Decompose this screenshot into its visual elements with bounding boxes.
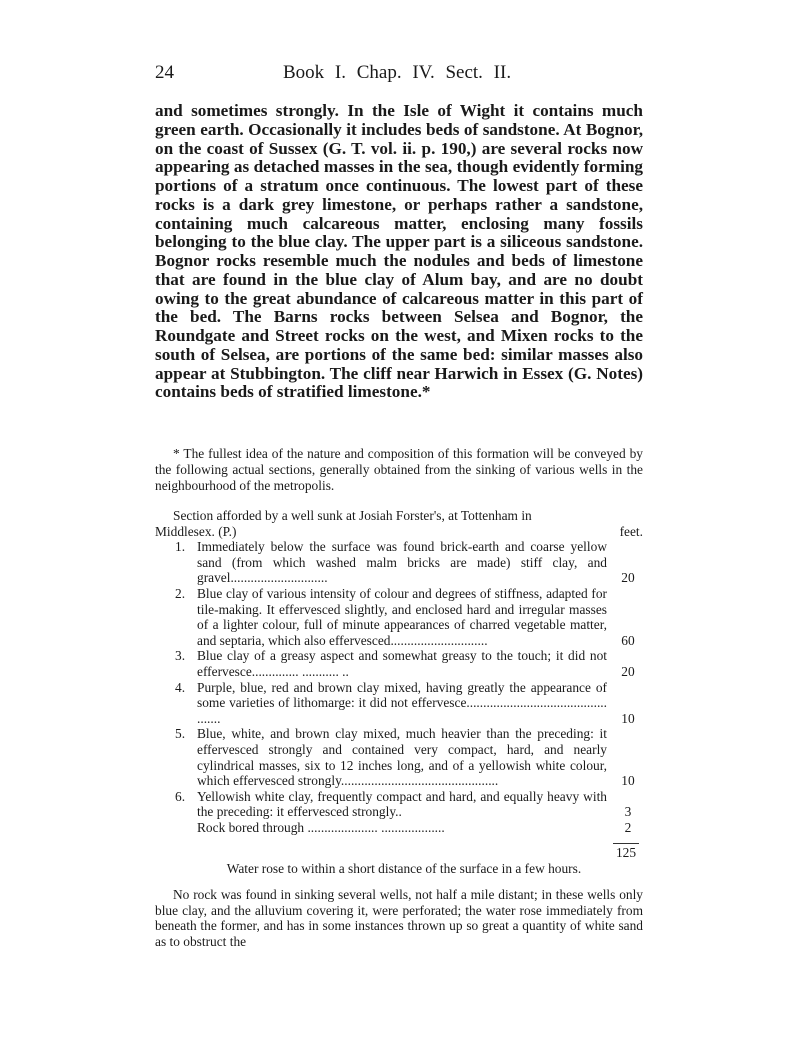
row-number: 6. — [175, 788, 186, 804]
table-row — [155, 539, 643, 586]
rock-description: Rock bored through ..................... ................... — [197, 819, 445, 835]
total-value: 125 — [615, 845, 637, 861]
row-number: 5. — [175, 726, 186, 742]
sum-block — [155, 835, 643, 861]
row-description: Immediately below the surface was found brick-earth and coarse yellow sand (from which washed malm bricks are made) stiff clay, and gravel............................. — [197, 539, 607, 586]
footnote-intro-text: * The fullest idea of the nature and composition of this formation will be conveyed by the following actual sections, generally obtained from the sinking of various wells in the neighbourhood of the metropolis. — [155, 446, 643, 493]
main-text-block — [155, 102, 643, 402]
table-row — [155, 680, 643, 727]
row-value: 60 — [621, 632, 635, 648]
row-value: 20 — [621, 663, 635, 679]
well-section-table — [155, 508, 643, 949]
row-number: 2. — [175, 585, 186, 601]
section-caption-row — [155, 524, 643, 540]
water-note: Water rose to within a short distance of the surface in a few hours. — [226, 861, 582, 877]
closing-paragraph: No rock was found in sinking several wells, not half a mile distant; in these wells only blue clay, and the alluvium covering it, were perforated; the water rose immediately from beneath the former, and has in some instances thrown up so great a quantity of white sand as to obstruct the — [155, 887, 643, 949]
row-number: 3. — [175, 648, 186, 664]
row-value: 3 — [624, 804, 632, 820]
row-value: 10 — [621, 710, 635, 726]
main-paragraph: and sometimes strongly. In the Isle of Wight it contains much green earth. Occasionally it includes beds of sandstone. At Bognor, on the coast of Sussex (G. T. vol. ii. p. 190,) are several rocks now appearing as detached masses in the sea, though evidently forming portions of a stratum once continuous. The lowest part of these rocks is a dark grey limestone, or perhaps rather a sandstone, containing much calcareous matter, enclosing many fossils belonging to the blue clay. The upper part is a siliceous sandstone. Bognor rocks resemble much the nodules and beds of limestone that are found in the blue clay of Alum bay, and are no doubt owing to the great abundance of calcareous matter in this part of the bed. The Barns rocks between Selsea and Bognor, the Roundgate and Street rocks on the west, and Mixen rocks to the south of Selsea, are portions of the same bed: similar masses also appear at Stubbington. The cliff near Harwich in Essex (G. Notes) contains beds of stratified limestone.* — [155, 101, 643, 402]
section-caption-location: Middlesex. (P.) — [155, 523, 237, 539]
row-description: Yellowish white clay, frequently compact and hard, and equally heavy with the preceding: it effervesced strongly.. — [197, 788, 607, 820]
row-value: 10 — [621, 773, 635, 789]
row-description: Blue clay of various intensity of colour and degrees of stiffness, adapted for tile-making. It effervesced slightly, and enclosed hard and irregular masses of a lighter colour, full of minute appearances of charred vegetable matter, and septaria, which also effervesced............................. — [197, 585, 607, 648]
row-value: 20 — [621, 570, 635, 586]
row-number: 1. — [175, 539, 186, 555]
table-row — [155, 586, 643, 648]
table-row-rock — [155, 820, 643, 836]
table-row — [155, 726, 643, 788]
table-row — [155, 789, 643, 820]
sum-rule — [613, 843, 639, 844]
section-caption: Section afforded by a well sunk at Josiah Forster's, at Tottenham in — [173, 508, 532, 523]
footnote-intro — [155, 446, 643, 494]
row-description: Purple, blue, red and brown clay mixed, having greatly the appearance of some varieties of lithomarge: it did not effervesce.......................................... ....... — [197, 679, 607, 726]
page-header — [155, 62, 643, 86]
row-number: 4. — [175, 679, 186, 695]
closing-paragraph-block — [155, 887, 643, 949]
table-row — [155, 648, 643, 679]
unit-label: feet. — [619, 523, 643, 539]
row-description: Blue clay of a greasy aspect and somewhat greasy to the touch; it did not effervesce.............. ........... .. — [197, 648, 607, 679]
rock-value: 2 — [624, 819, 632, 835]
running-head: Book I. Chap. IV. Sect. II. — [283, 62, 512, 83]
page-number: 24 — [155, 62, 174, 83]
row-description: Blue, white, and brown clay mixed, much heavier than the preceding: it effervesced strongly and contained very compact, hard, and nearly cylindrical masses, six to 12 inches long, and of a yellowish white colour, which effervesced strongly............................................... — [197, 726, 607, 789]
